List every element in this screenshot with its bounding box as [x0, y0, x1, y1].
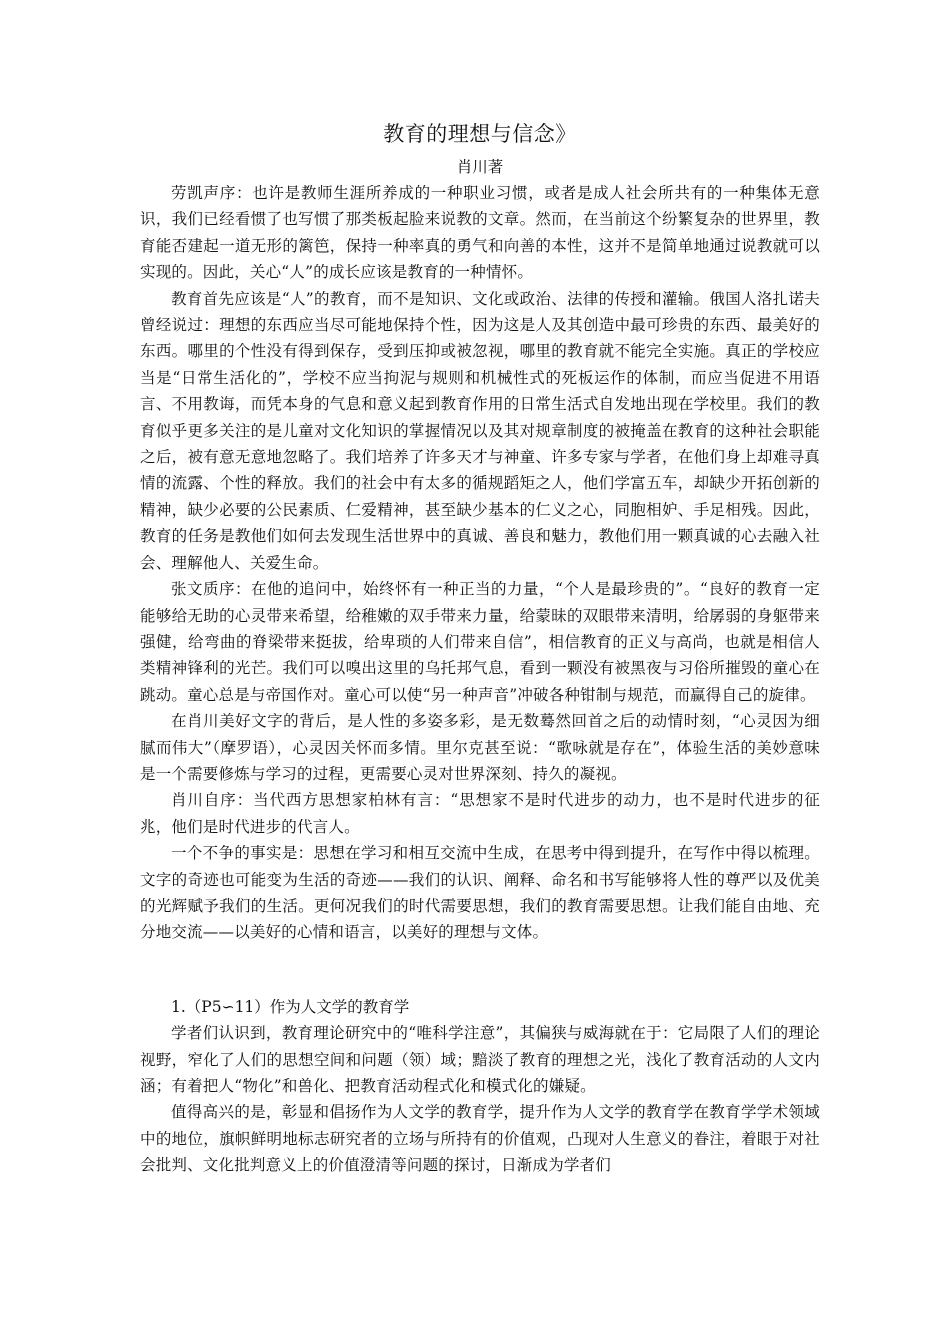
document-page [140, 118, 820, 1179]
paragraph-human-education: 教育首先应该是“人”的教育，而不是知识、文化或政治、法律的传授和灌输。俄国人洛扎诺夫曾经说过：理想的东西应当尽可能地保持个性，因为这是人及其创造中最可珍贵的东西、最美好的东西。哪里的个性没有得到保存，受到压抑或被忽视，哪里的教育就不能完全实施。真正的学校应当是“日常生活化的”，学校不应当拘泥与规则和机械性式的死板运作的体制，而应当促进不用语言、不用教诲，而凭本身的气息和意义起到教育作用的日常生活式自发地出现在学校里。我们的教育似乎更多关注的是儿童对文化知识的掌握情况以及其对规章制度的被掩盖在教育的这种社会职能之后，被有意无意地忽略了。我们培养了许多天才与神童、许多专家与学者，在他们身上却难寻真情的流露、个性的释放。我们的社会中有太多的循规蹈矩之人，他们学富五车，却缺少开拓创新的精神，缺少必要的公民素质、仁爱精神，甚至缺少基本的仁义之心，同胞相妒、手足相残。因此，教育的任务是教他们如何去发现生活世界中的真诚、善良和魅力，教他们用一颗真诚的心去融入社会、理解他人、关爱生命。 [140, 289, 820, 572]
paragraph-lao-preface: 劳凯声序：也许是教师生涯所养成的一种职业习惯，或者是成人社会所共有的一种集体无意识，我们已经看惯了也写惯了那类板起脸来说教的文章。然而，在当前这个纷繁复杂的世界里，教育能否建起一道无形的篱笆，保持一种率真的勇气和向善的本性，这并不是简单地通过说教就可以实现的。因此，关心“人”的成长应该是教育的一种情怀。 [140, 184, 820, 282]
paragraph-zhang-preface: 张文质序：在他的追问中，始终怀有一种正当的力量，“个人是最珍贵的”。“良好的教育一定能够给无助的心灵带来希望，给稚嫩的双手带来力量，给蒙昧的双眼带来清明，给孱弱的身躯带来强健，给弯曲的脊梁带来挺拔，给卑琐的人们带来自信”，相信教育的正义与高尚，也就是相信人类精神锋利的光芒。我们可以嗅出这里的乌托邦气息，看到一颗没有被黑夜与习俗所摧毁的童心在跳动。童心总是与帝国作对。童心可以使“另一种声音”冲破各种钳制与规范，而赢得自己的旋律。 [140, 580, 820, 704]
paragraph-humanities-pedagogy: 值得高兴的是，彰显和倡扬作为人文学的教育学，提升作为人文学的教育学在教育学学术领域中的地位，旗帜鲜明地标志研究者的立场与所持有的价值观，凸现对人生意义的眷注，着眼于对社会批判、文化批判意义上的价值澄清等问题的探讨，日渐成为学者们 [140, 1103, 820, 1175]
paragraph-undeniable-fact: 一个不争的事实是：思想在学习和相互交流中生成，在思考中得到提升，在写作中得以梳理。文字的奇迹也可能变为生活的奇迹——我们的认识、阐释、命名和书写能够将人性的尊严以及优美的光辉赋予我们的生活。更何况我们的时代需要思想，我们的教育需要思想。让我们能自由地、充分地交流——以美好的心情和语言，以美好的理想与文体。 [140, 844, 820, 942]
section-spacer [140, 946, 820, 994]
paragraph-scientism-critique: 学者们认识到，教育理论研究中的“唯科学注意”，其偏狭与威海就在于：它局限了人们的理论视野，窄化了人们的思想空间和问题（领）域；黯淡了教育的理想之光，浅化了教育活动的人文内涵；有着把人“物化”和兽化、把教育活动程式化和模式化的嫌疑。 [140, 1024, 820, 1095]
section-heading: 1.（P5∽11）作为人文学的教育学 [171, 997, 410, 1016]
paragraph-author-preface: 肖川自序：当代西方思想家柏林有言：“思想家不是时代进步的动力，也不是时代进步的征兆，他们是时代进步的代言人。 [140, 791, 820, 836]
paragraph-behind-words: 在肖川美好文字的背后，是人性的多姿多彩，是无数蓦然回首之后的动情时刻，“心灵因为细腻而伟大”（摩罗语），心灵因关怀而多情。里尔克甚至说：“歌咏就是存在”，体验生活的美妙意味是一个需要修炼与学习的过程，更需要心灵对世界深刻、持久的凝视。 [140, 712, 820, 783]
document-author: 肖川著 [456, 158, 504, 176]
document-title: 教育的理想与信念》 [383, 122, 577, 146]
